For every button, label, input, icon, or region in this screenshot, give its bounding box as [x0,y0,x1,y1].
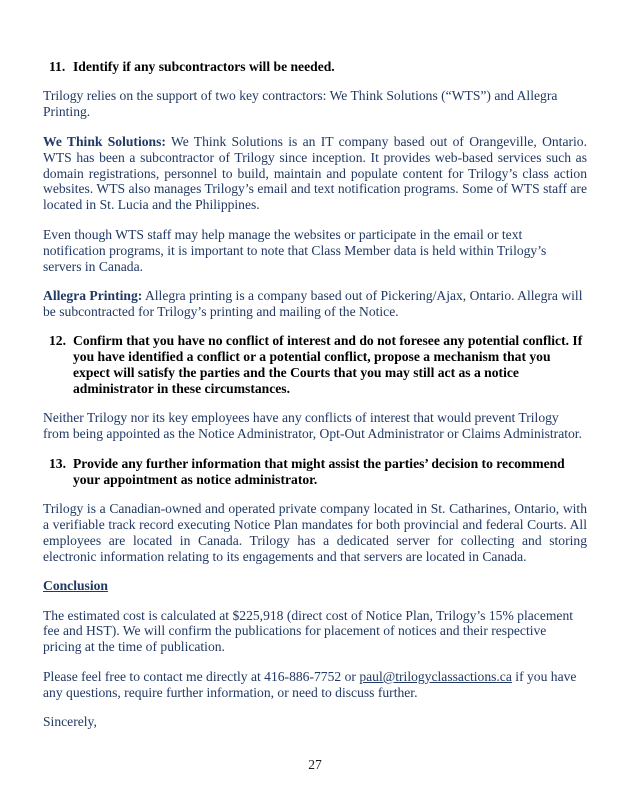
heading-11-text: Identify if any subcontractors will be needed. [73,59,335,74]
paragraph-even-though: Even though WTS staff may help manage the websites or participate in the email or text notification programs, it is important to note that Class Member data is held within Trilogy’s servers in Canada. [43,226,547,274]
heading-13-number: 13. [49,455,66,471]
paragraph-allegra [43,288,587,320]
heading-12-text: Confirm that you have no conflict of interest and do not foresee any potential conflict. If you have identified a conflict or a potential conflict, propose a mechanism that you expect will satisfy the parties and the Courts that you may still act as a notice administrator in these circumstances. [73,333,583,396]
heading-11-number: 11. [49,59,66,74]
contact-text-before: Please feel free to contact me directly at 416-886-7752 or [43,668,360,684]
paragraph-cost: The estimated cost is calculated at $225,918 (direct cost of Notice Plan, Trilogy’s 15% placement fee and HST). We will confirm the publications for placement of notices and their respective pricing at the time of publication. [43,607,574,655]
page-number: 27 [308,757,322,772]
heading-12-number: 12. [49,333,66,349]
conclusion-heading: Conclusion [43,578,108,594]
heading-item-13 [43,456,587,488]
paragraph-contact [43,669,587,701]
heading-13-text: Provide any further information that might assist the parties’ decision to recommend your appointment as notice administrator. [73,455,565,487]
paragraph-no-conflict: Neither Trilogy nor its key employees have any conflicts of interest that would prevent Trilogy from being appointed as the Notice Administrator, Opt-Out Administrator or Claims Administrator. [43,410,582,442]
email-link[interactable]: paul@trilogyclassactions.ca [359,668,512,684]
contact-text-after: if you have any questions, require further information, or need to discuss further. [43,668,577,700]
paragraph-company: Trilogy is a Canadian-owned and operated private company located in St. Catharines, Ontario, with a verifiable track record executing Notice Plan mandates for both provincial and federal Courts. All employees are located in Canada. Trilogy has a dedicated server for collecting and storing electronic information relating to its engagements and that servers are located in Canada. [43,501,587,564]
wts-body-text: We Think Solutions is an IT company based out of Orangeville, Ontario. WTS has been a subcontractor of Trilogy since inception. It provides web-based services such as domain registrations, personnel to build, maintain and populate content for Trilogy’s class action websites. WTS also manages Trilogy’s email and text notification programs. Some of WTS staff are located in St. Lucia and the Philippines. [43,133,587,213]
heading-item-12 [43,333,587,397]
allegra-lead-label: Allegra Printing: [43,287,143,303]
closing-salutation: Sincerely, [43,714,97,730]
heading-item-11 [43,59,587,75]
wts-lead-label: We Think Solutions: [43,133,166,149]
paragraph-contractors: Trilogy relies on the support of two key contractors: We Think Solutions (“WTS”) and Allegra Printing. [43,88,558,120]
allegra-body-text: Allegra printing is a company based out of Pickering/Ajax, Ontario. Allegra will be subcontracted for Trilogy’s printing and mailing of the Notice. [43,287,583,319]
paragraph-wts [43,134,587,214]
